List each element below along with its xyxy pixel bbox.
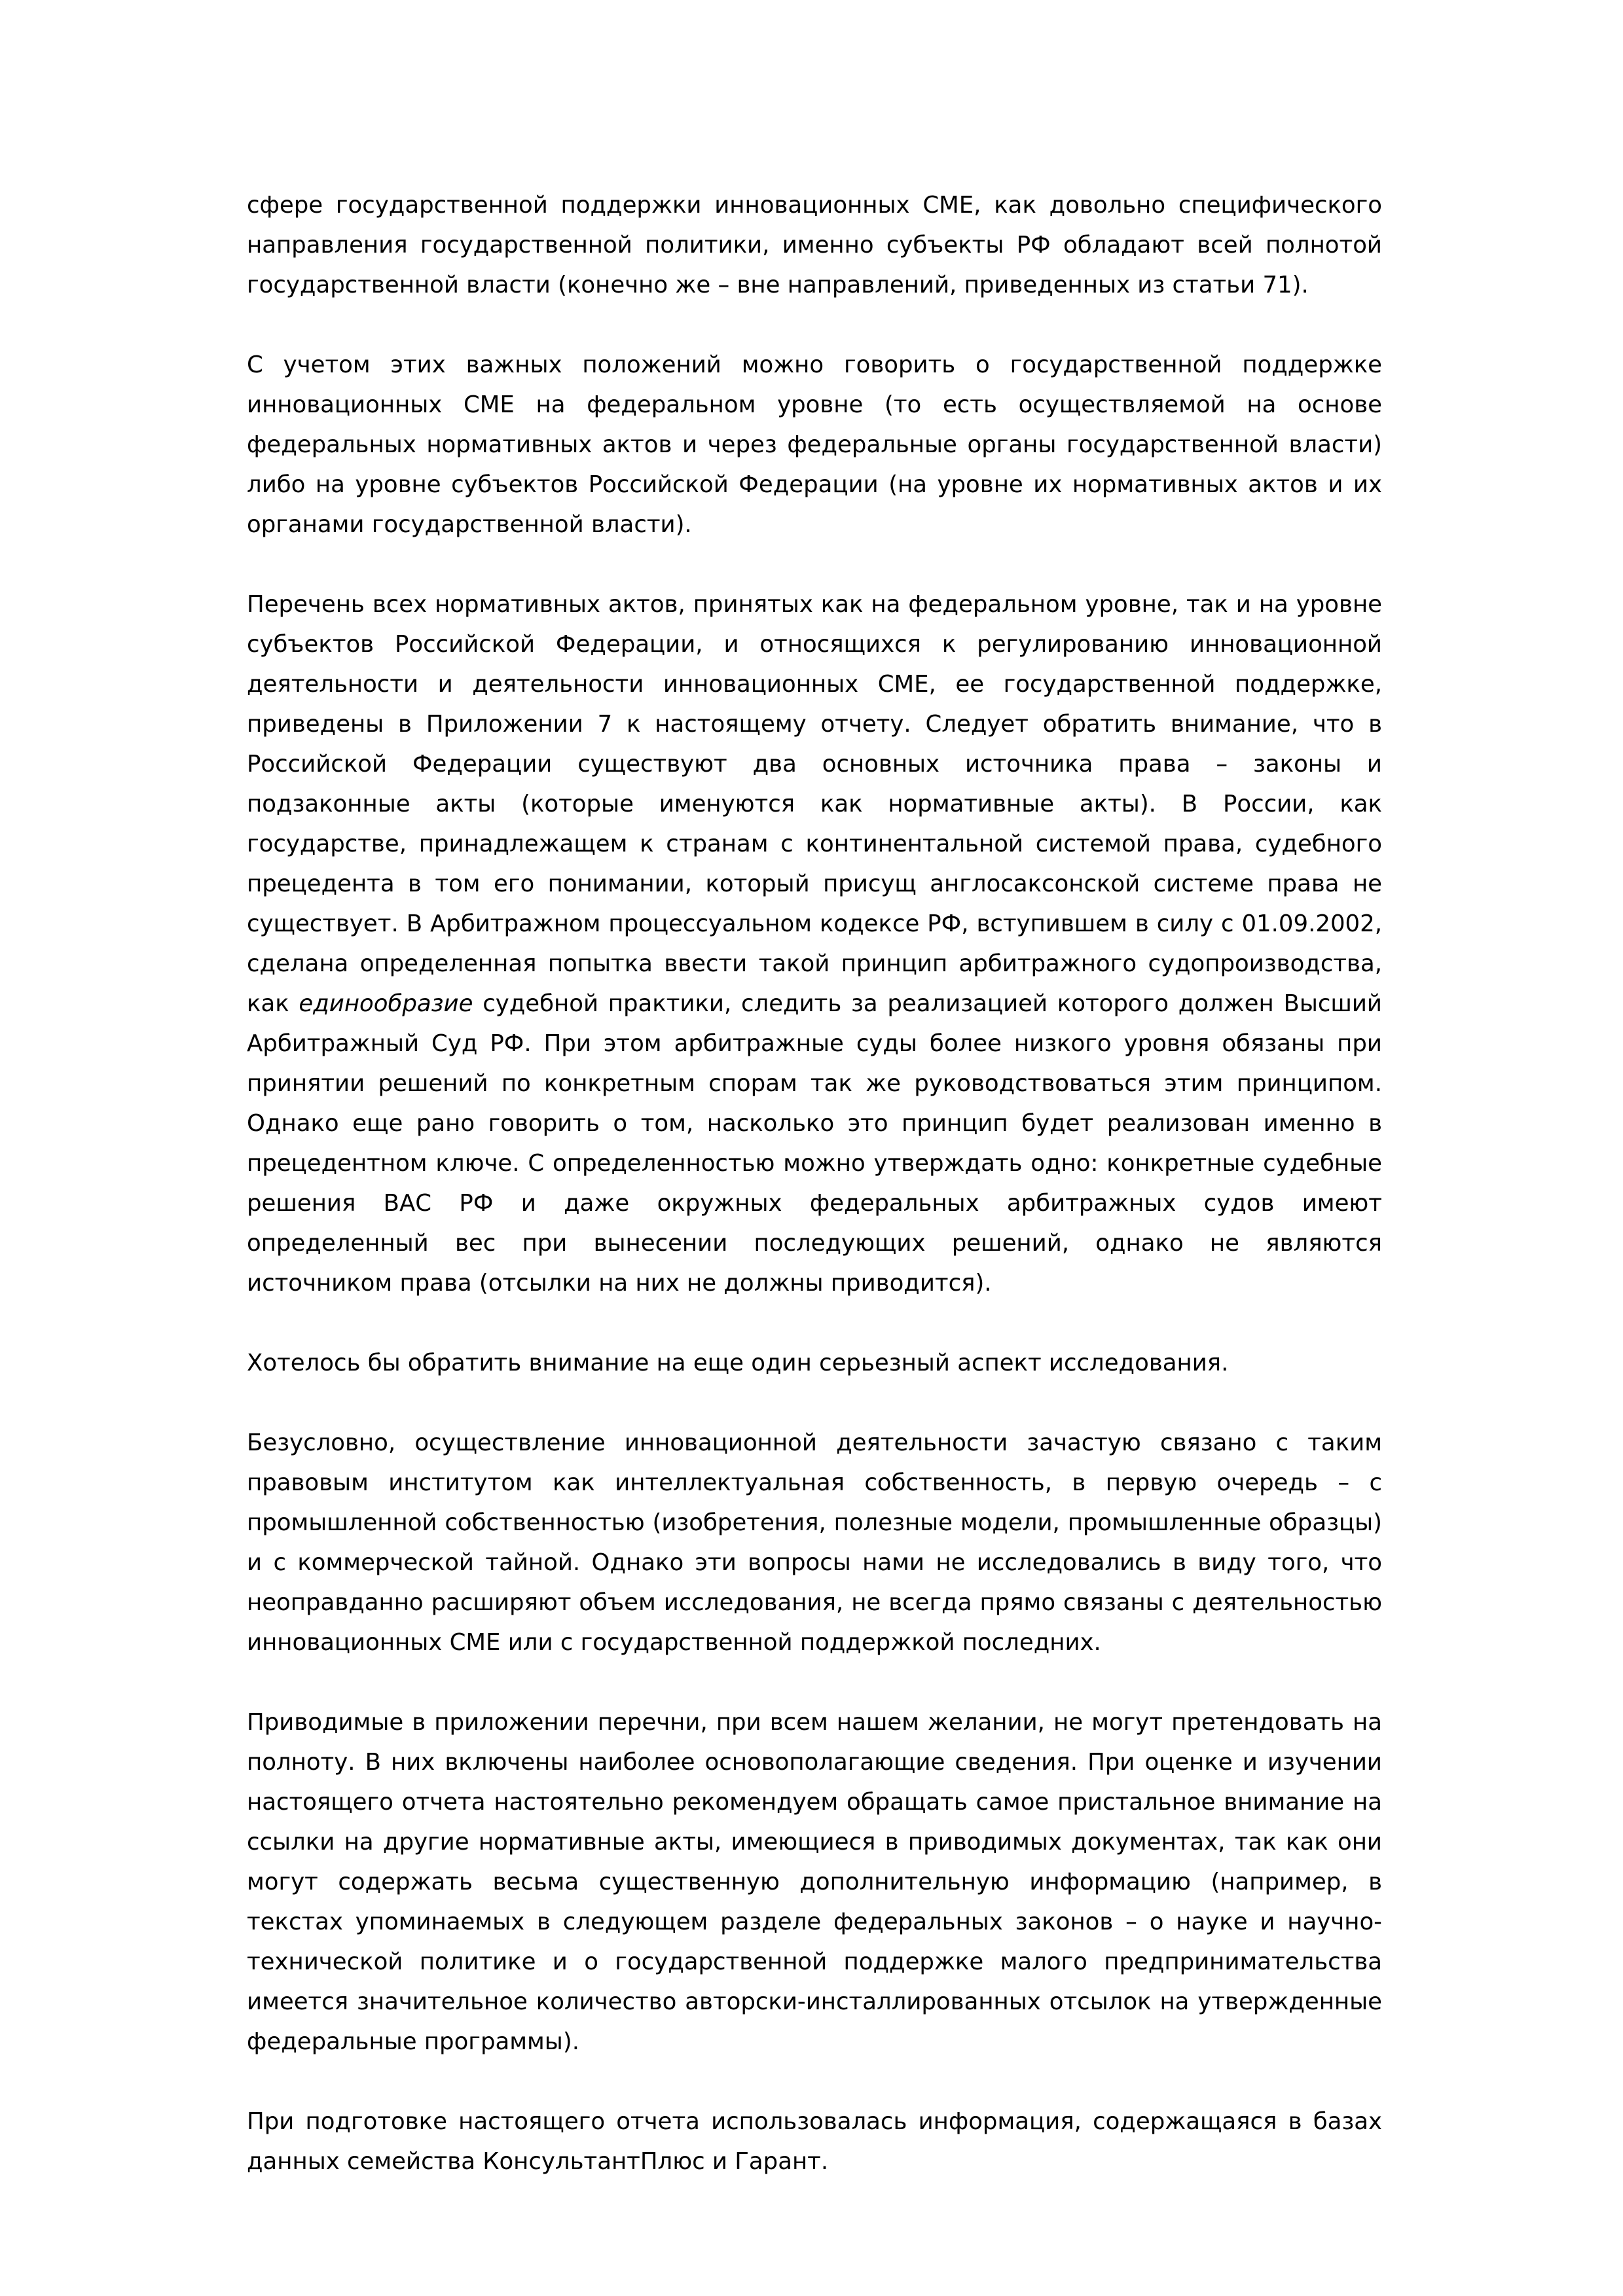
paragraph-normative-acts-text-start: Перечень всех нормативных актов, принятых как на федеральном уровне, так и на уровне субъектов Российской Федерации, и относящихся к регулированию инновационной деятельности и деятельности инновационных СМЕ, ее государственной поддержке, приведены в Приложении 7 к настоящему отчету. Следует обратить внимание, что в Российской Федерации существуют два основных источника права – законы и подзаконные акты (которые именуются как нормативные акты). В России, как государстве, принадлежащем к странам с континентальной системой права, судебного прецедента в том его понимании, который присущ англосаксонской системе права не существует. В Арбитражном процессуальном кодексе РФ, вступившем в силу с 01.09.2002, сделана определенная попытка ввести такой принцип арбитражного судопроизводства, как xyxy=(247,591,1382,1017)
paragraph-research-aspect: Хотелось бы обратить внимание на еще один серьезный аспект исследования. xyxy=(247,1350,1229,1376)
paragraph-appendix-lists: Приводимые в приложении перечни, при всем нашем желании, не могут претендовать на полноту. В них включены наиболее основополагающие сведения. При оценке и изучении настоящего отчета настоятельно рекомендуем обращать самое пристальное внимание на ссылки на другие нормативные акты, имеющиеся в приводимых документах, так как они могут содержать весьма существенную дополнительную информацию (например, в текстах упоминаемых в следующем разделе федеральных законов – о науке и научно-технической политике и о государственной поддержке малого предпринимательства имеется значительное количество авторски-инсталлированных отсылок на утвержденные федеральные программы). xyxy=(247,1709,1382,2055)
paragraph-normative-acts-list xyxy=(247,584,1382,1303)
document-body xyxy=(247,185,1382,2181)
emphasis-uniformity: единообразие xyxy=(299,990,473,1017)
paragraph-data-sources: При подготовке настоящего отчета использовалась информация, содержащаяся в базах данных семейства КонсультантПлюс и Гарант. xyxy=(247,2108,1382,2175)
paragraph-federal-regional-levels: С учетом этих важных положений можно говорить о государственной поддержке инновационных СМЕ на федеральном уровне (то есть осуществляемой на основе федеральных нормативных актов и через федеральные органы государственной власти) либо на уровне субъектов Российской Федерации (на уровне их нормативных актов и их органами государственной власти). xyxy=(247,351,1382,538)
paragraph-state-support-subjects: сфере государственной поддержки инновационных СМЕ, как довольно специфического направления государственной политики, именно субъекты РФ обладают всей полнотой государственной власти (конечно же – вне направлений, приведенных из статьи 71). xyxy=(247,192,1382,298)
paragraph-normative-acts-text-end: судебной практики, следить за реализацией которого должен Высший Арбитражный Суд РФ. При этом арбитражные суды более низкого уровня обязаны при принятии решений по конкретным спорам так же руководствоваться этим принципом. Однако еще рано говорить о том, насколько это принцип будет реализован именно в прецедентном ключе. С определенностью можно утверждать одно: конкретные судебные решения ВАС РФ и даже окружных федеральных арбитражных судов имеют определенный вес при вынесении последующих решений, однако не являются источником права (отсылки на них не должны приводится). xyxy=(247,990,1382,1297)
paragraph-intellectual-property: Безусловно, осуществление инновационной деятельности зачастую связано с таким правовым институтом как интеллектуальная собственность, в первую очередь – с промышленной собственностью (изобретения, полезные модели, промышленные образцы) и с коммерческой тайной. Однако эти вопросы нами не исследовались в виду того, что неоправданно расширяют объем исследования, не всегда прямо связаны с деятельностью инновационных СМЕ или с государственной поддержкой последних. xyxy=(247,1429,1382,1656)
